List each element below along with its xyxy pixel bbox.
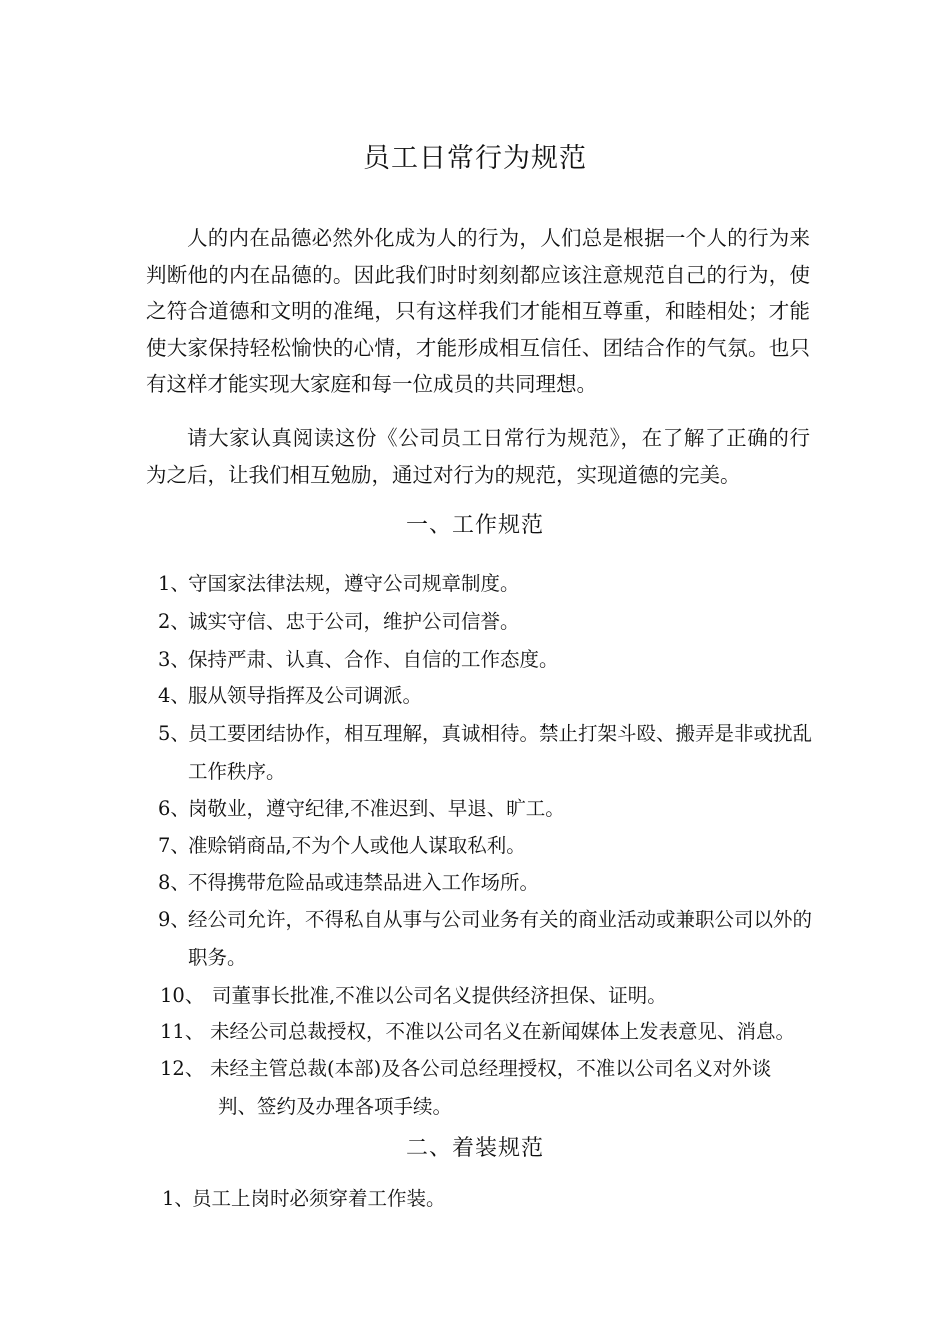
item-number: 5、 bbox=[158, 722, 190, 745]
item-text: 守国家法律法规，遵守公司规章制度。 bbox=[188, 572, 520, 595]
item-number: 12、 bbox=[160, 1057, 205, 1080]
item-text: 岗敬业，遵守纪律,不准迟到、早退、旷工。 bbox=[188, 797, 565, 820]
list-item bbox=[158, 715, 813, 752]
list-item bbox=[158, 827, 526, 864]
item-text: 员工上岗时必须穿着工作装。 bbox=[192, 1187, 446, 1210]
item-text: 准赊销商品,不为个人或他人谋取私利。 bbox=[188, 834, 526, 857]
item-text: 未经主管总裁(本部)及各公司总经理授权，不准以公司名义对外谈 bbox=[210, 1057, 772, 1080]
item-number: 9、 bbox=[158, 908, 190, 931]
item-text-continuation: 判、签约及办理各项手续。 bbox=[218, 1095, 453, 1118]
list-item bbox=[158, 901, 813, 938]
item-number: 1、 bbox=[162, 1187, 194, 1210]
item-number: 3、 bbox=[158, 648, 190, 671]
item-text: 经公司允许，不得私自从事与公司业务有关的商业活动或兼职公司以外的 bbox=[188, 908, 813, 931]
item-number: 2、 bbox=[158, 610, 190, 633]
section-heading-dress: 二、着装规范 bbox=[405, 1136, 544, 1161]
section-heading-work: 一、工作规范 bbox=[405, 513, 544, 538]
list-item bbox=[160, 977, 667, 1014]
item-text: 未经公司总裁授权，不准以公司名义在新闻媒体上发表意见、消息。 bbox=[210, 1020, 796, 1043]
item-text: 不得携带危险品或违禁品进入工作场所。 bbox=[188, 871, 540, 894]
item-number: 4、 bbox=[158, 684, 190, 707]
item-text: 员工要团结协作，相互理解，真诚相待。禁止打架斗殴、搬弄是非或扰乱 bbox=[188, 722, 813, 745]
list-item bbox=[162, 1180, 446, 1217]
document-title: 员工日常行为规范 bbox=[363, 143, 587, 174]
list-item bbox=[160, 1050, 772, 1087]
list-item bbox=[160, 1013, 796, 1050]
item-text-continuation: 职务。 bbox=[188, 946, 247, 969]
intro-paragraph-1: 人的内在品德必然外化成为人的行为，人们总是根据一个人的行为来判断他的内在品德的。因此我们时时刻刻都应该注意规范自己的行为，使之符合道德和文明的准绳，只有这样我们才能相互尊重，和睦相处；才能使大家保持轻松愉快的心情，才能形成相互信任、团结合作的气氛。也只有这样才能实现大家庭和每一位成员的共同理想。 bbox=[146, 226, 810, 396]
list-item bbox=[158, 603, 520, 640]
intro-paragraph-2: 请大家认真阅读这份《公司员工日常行为规范》，在了解了正确的行为之后，让我们相互勉励，通过对行为的规范，实现道德的完美。 bbox=[146, 426, 810, 487]
list-item bbox=[158, 864, 540, 901]
item-text-continuation: 工作秩序。 bbox=[188, 760, 286, 783]
list-item bbox=[158, 677, 423, 714]
item-number: 6、 bbox=[158, 797, 190, 820]
item-number: 1、 bbox=[158, 572, 190, 595]
item-number: 11、 bbox=[160, 1020, 205, 1043]
item-text: 服从领导指挥及公司调派。 bbox=[188, 684, 423, 707]
list-item bbox=[158, 790, 565, 827]
list-item bbox=[158, 565, 520, 602]
item-number: 7、 bbox=[158, 834, 190, 857]
item-text: 保持严肃、认真、合作、自信的工作态度。 bbox=[188, 648, 559, 671]
item-text: 诚实守信、忠于公司，维护公司信誉。 bbox=[188, 610, 520, 633]
list-item bbox=[158, 641, 559, 678]
item-text: 司董事长批准,不准以公司名义提供经济担保、证明。 bbox=[212, 984, 667, 1007]
item-number: 8、 bbox=[158, 871, 190, 894]
item-number: 10、 bbox=[160, 984, 205, 1007]
